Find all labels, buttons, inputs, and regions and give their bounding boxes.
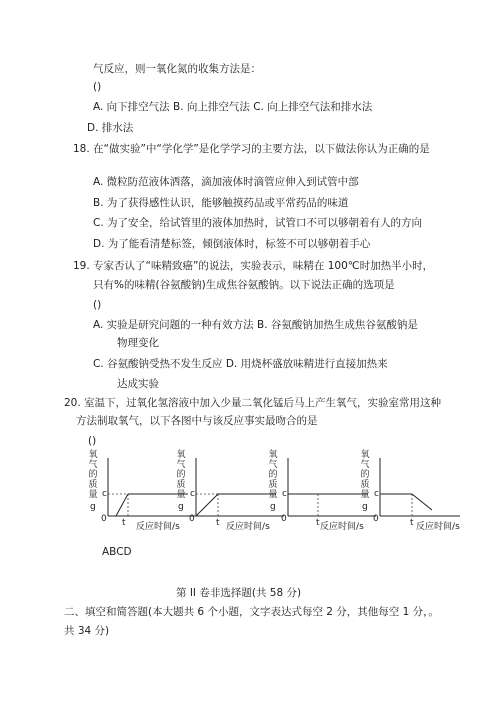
graph-d-t-label: t bbox=[410, 518, 414, 528]
q18-option-c: C. 为了安全，给试管里的液体加热时，试管口不可以够朝着有人的方向 bbox=[93, 217, 423, 229]
graph-d-ylabel: 氧气的质量 bbox=[360, 450, 370, 500]
graph-c-ylabel: 氧气的质量 bbox=[268, 450, 278, 500]
graph-a-ylabel: 氧气的质量 bbox=[88, 450, 98, 500]
graph-c-xlabel-text: 反应时间 bbox=[320, 522, 357, 532]
q19-paren: () bbox=[93, 299, 102, 311]
graph-options-label: ABCD bbox=[102, 546, 132, 558]
graph-c-c-label: c bbox=[282, 489, 287, 499]
graph-c-t-label: t bbox=[316, 518, 320, 528]
graph-b-c-label: c bbox=[190, 489, 195, 499]
graph-a-xlabel: 反应时间/s bbox=[136, 522, 180, 532]
graph-d bbox=[360, 448, 470, 538]
graph-a-xlabel-text: 反应时间 bbox=[136, 522, 173, 532]
q19-option-cd: C. 谷氨酸钠受热不发生反应 D. 用烧杯盛放味精进行直接加热来 bbox=[93, 358, 388, 370]
q17-paren: () bbox=[93, 81, 102, 93]
q18-option-a: A. 微粒防范液体洒落，滴加液体时滴管应伸入到试管中部 bbox=[93, 176, 359, 188]
q20-stem-1: 20. 室温下，过氧化氢溶液中加入少量二氧化锰后马上产生氧气，实验室常用这种 bbox=[64, 397, 442, 409]
section-2-instructions: 二、填空和简答题(本大题共 6 个小题，文字表达式每空 2 分，其他每空 1 分，。 bbox=[64, 606, 439, 618]
q17-option-d: D. 排水法 bbox=[87, 122, 134, 134]
graph-d-xlabel: 反应时间/s bbox=[416, 522, 460, 532]
graph-d-origin: 0 bbox=[373, 514, 379, 524]
section-2-points: 共 34 分) bbox=[64, 625, 110, 637]
graph-b-xunit: s bbox=[265, 522, 270, 532]
q18-option-d: D. 为了能看清楚标签，倾倒液体时，标签不可以够朝着手心 bbox=[93, 238, 371, 250]
graph-d-yunit: g bbox=[362, 502, 368, 512]
graph-d-xunit: s bbox=[455, 522, 460, 532]
graph-d-c-label: c bbox=[374, 489, 379, 499]
q19-option-d-cont: 达成实验 bbox=[117, 378, 159, 390]
graph-c-yunit: g bbox=[270, 502, 276, 512]
q17-text: 气反应，则一氧化氮的收集方法是： bbox=[93, 63, 261, 75]
graph-b-yunit: g bbox=[178, 502, 184, 512]
q19-option-b-cont: 物理变化 bbox=[117, 337, 159, 349]
section-2-title: 第 II 卷非选择题(共 58 分) bbox=[176, 587, 302, 599]
graph-a-c-label: c bbox=[102, 489, 107, 499]
q19-stem-2: 只有%的味精(谷氨酸钠)生成焦谷氨酸钠。以下说法正确的选项是 bbox=[93, 279, 395, 291]
q20-stem-2: 方法制取氧气，以下各图中与该反应事实最吻合的是 bbox=[76, 415, 318, 427]
q17-options: A. 向下排空气法 B. 向上排空气法 C. 向上排空气法和排水法 bbox=[93, 101, 373, 113]
graph-c-xlabel: 反应时间/s bbox=[320, 522, 364, 532]
graph-b-ylabel: 氧气的质量 bbox=[176, 450, 186, 500]
graph-c-origin: 0 bbox=[281, 514, 287, 524]
graph-d-plot bbox=[360, 448, 470, 538]
graph-b-origin: 0 bbox=[189, 514, 195, 524]
graph-b-xlabel: 反应时间/s bbox=[226, 522, 270, 532]
graph-a-xunit: s bbox=[175, 522, 180, 532]
graph-c-xunit: s bbox=[359, 522, 364, 532]
graph-b-t-label: t bbox=[216, 518, 220, 528]
q18-option-b: B. 为了获得感性认识，能够触摸药品或平常药品的味道 bbox=[93, 197, 349, 209]
graph-a-t-label: t bbox=[122, 518, 126, 528]
graph-a-yunit: g bbox=[90, 502, 96, 512]
q20-paren: () bbox=[88, 435, 97, 447]
q19-option-ab: A. 实验是研究问题的一种有效方法 B. 谷氨酸钠加热生成焦谷氨酸钠是 bbox=[93, 319, 418, 331]
graph-d-xlabel-text: 反应时间 bbox=[416, 522, 453, 532]
q18-stem: 18. 在“做实验”中“学化学”是化学学习的主要方法，以下做法你认为正确的是 bbox=[73, 143, 430, 155]
q19-stem-1: 19. 专家否认了“味精致癌”的说法，实验表示，味精在 100℃时加热半小时， bbox=[73, 260, 434, 272]
graph-a-origin: 0 bbox=[101, 514, 107, 524]
graph-b-xlabel-text: 反应时间 bbox=[226, 522, 263, 532]
